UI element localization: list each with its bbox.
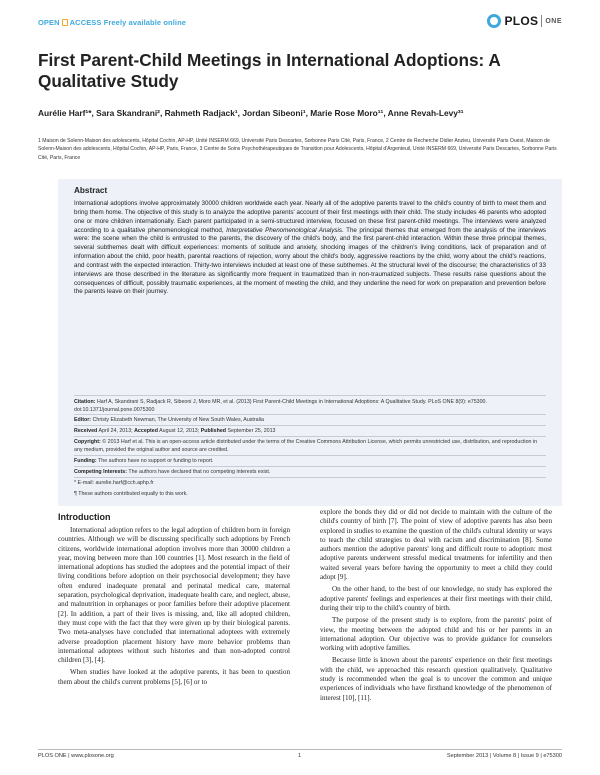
intro-paragraph: International adoption refers to the legal adoption of children born in foreign countries. Although we will be discussing specifically such adoptions by French citizens, worldwide international adoption involves more than 30000 children a year, moving between more than 100 countries [1]. Most research in the field of international adoptions has studied the adoptees and the potential impact of their living conditions before adoption on their psychosocial development; they have often endured inadequate prenatal and perinatal medical care, maternal separation, psychological deprivation, inadequate health care, and neglect, abuse, and malnutrition in orphanages or poor families before their adoptive placement [2]. In addition, a part of their lives is missing, and, like all adopted children, they must cope with the fact that they were given up by their biological parents. Two meta-analyses have concluded that international adoptees with extremely adverse preadoption placement history have more behavior problems than international adoptees without such histories and than non-adopted control children [3], [4].: [58, 526, 290, 665]
meta-divider: [74, 477, 546, 478]
page-number: 1: [298, 753, 302, 759]
published-date: September 25, 2013: [227, 428, 276, 434]
equal-contribution: ¶ These authors contributed equally to this work.: [74, 491, 188, 497]
paper-title: First Parent-Child Meetings in International Adoptions: A Qualitative Study: [38, 50, 501, 91]
logo-divider: [541, 15, 542, 27]
affiliations: 1 Maison de Solenn-Maison des adolescents, Hôpital Cochin, AP-HP, Unité INSERM 669, Université Paris Descartes, Sorbonne Paris Cité, Paris, France, 2 Centre de Recherche Didier Anzieu, Université Paris Ouest, Maison de Solenn-Maison des adolescents, Hôpital Cochin, AP-HP, Paris, France, 3 Centre de Soins Psychothérapeutiques de Transition pour Adolescents, Hôpital d'Argenteuil, Unité INSERM 669, Université Paris Descartes, Sorbonne Paris Cité, Paris, France: [38, 138, 557, 161]
meta-divider: [74, 425, 546, 426]
plos-one-logo: [487, 12, 562, 30]
abstract-text: [74, 200, 546, 297]
funding-text: The authors have no support or funding to report.: [98, 458, 214, 464]
meta-divider: [74, 455, 546, 456]
received-label: Received: [74, 428, 98, 434]
citation-text: Harf A, Skandrani S, Radjack R, Sibeoni J, Moro MR, et al. (2013) First Parent-Child Meetings in International Adoptions: A Qualitative Study. PLoS ONE 8(9): e75300. doi:10.1371/journal.pone.0075300: [74, 399, 487, 413]
copyright: [74, 438, 546, 454]
footer-journal: PLOS ONE | www.plosone.org: [38, 753, 114, 759]
editor-label: Editor:: [74, 417, 92, 423]
introduction-heading: Introduction: [58, 512, 111, 522]
copyright-label: Copyright:: [74, 439, 101, 445]
meta-divider: [74, 414, 546, 415]
intro-paragraph: When studies have looked at the adoptive parents, it has been to question them about the child's current problems [5], [6] or to: [58, 668, 290, 686]
journal-name: PLOS: [504, 14, 539, 28]
accepted-date: August 12, 2013;: [159, 428, 200, 434]
freely-available-label: Freely available online: [103, 18, 187, 27]
citation-label: Citation:: [74, 399, 96, 405]
open-lock-icon: [62, 19, 68, 26]
accepted-label: Accepted: [134, 428, 158, 434]
intro-paragraph: The purpose of the present study is to explore, from the parents' point of view, the meeting between the adopted child and his or her parents in an international adoption. Our objective was to provide guidance for counselors working with adoptive families.: [320, 616, 552, 653]
intro-left-column: [58, 526, 290, 690]
intro-paragraph: On the other hand, to the best of our knowledge, no study has explored the adoptive parents' feelings and experiences at their first meetings with their child, during their trip to the child's country of birth.: [320, 585, 552, 612]
plos-logo-icon: [487, 14, 501, 28]
competing-label: Competing Interests:: [74, 469, 127, 475]
funding-label: Funding:: [74, 458, 97, 464]
footer-divider: [38, 749, 562, 750]
open-access-badge: [38, 18, 186, 27]
meta-divider: [74, 436, 546, 437]
access-label: ACCESS: [69, 18, 102, 27]
meta-divider: [74, 395, 546, 396]
abstract-heading: Abstract: [74, 186, 108, 195]
open-access-label: OPEN: [38, 18, 60, 27]
intro-paragraph: Because little is known about the parents' experience on their first meetings with the child, we approached this research question qualitatively. Qualitative study is recommended when the goal is to uncover the common and unique experiences of individuals who have firsthand knowledge of the phenomenon of interest [10], [11].: [320, 656, 552, 702]
abstract-text-italic: Interpretative Phenomenological Analysis: [226, 226, 343, 234]
meta-divider: [74, 466, 546, 467]
author-list: Aurélie Harf¹*, Sara Skandrani², Rahmeth Radjack¹, Jordan Sibeoni¹, Marie Rose Moro¹¹, Anne Revah-Levy³¹: [38, 108, 464, 118]
competing-text: The authors have declared that no competing interests exist.: [128, 469, 271, 475]
editor-text: Christy Elizabeth Newman, The University of New South Wales, Australia: [92, 417, 264, 423]
published-label: Published: [200, 428, 226, 434]
abstract-text-part1: International adoptions involve approximately 30000 children worldwide each year. Nearly all of the adoptive parents travel to the child's country of birth to meet them and bring them home. The objective of this study is to analyze the adoptive parents' account of their first meetings with their child. The study includes 46 parents who adopted one or more children internationally. Each parent participated in a semi-structured interview, focused on these first parent-child meetings. The interviews were analyzed according to a qualitative phenomenological method,: [74, 200, 546, 234]
citation: [74, 398, 546, 414]
copyright-text: © 2013 Harf et al. This is an open-access article distributed under the terms of the Creative Commons Attribution License, which permits unrestricted use, distribution, and reproduction in any medium, provided the original author and source are credited.: [74, 439, 538, 453]
competing-interests: [74, 468, 546, 476]
editor: [74, 416, 546, 424]
funding: [74, 457, 546, 465]
email: * E-mail: aurelie.harf@cch.aphp.fr: [74, 480, 154, 486]
journal-sub: ONE: [545, 17, 562, 25]
journal-header: [38, 10, 562, 32]
received-date: April 24, 2013;: [98, 428, 133, 434]
intro-right-column: [320, 508, 552, 706]
intro-paragraph: explore the bonds they did or did not decide to maintain with the culture of the child's country of birth [7]. The point of view of adoptive parents has also been explored in studies to examine the question of the child's cultural identity or ways to teach the child strategies to deal with racism and discrimination [8]. Some authors mention the adoptive parents' long and difficult route to adoption: most adoptive parents underwent stressful medical treatments for infertility and then waited several years before having the opportunity to meet a child they could adopt [9].: [320, 508, 552, 582]
dates: [74, 427, 546, 435]
footer-issue: September 2013 | Volume 8 | Issue 9 | e75300: [446, 753, 562, 759]
abstract-text-part2: . The principal themes that emerged from the analysis of the interviews were: the scene when the child is entrusted to the parents, the discovery of the child's body, and the first parent-child interaction. Within these three principal themes, several subthemes dealt with difficult experiences: moments of solitude and anxiety, shocking images of the children's living conditions, lack of preparation and of information about the child, poor health, parental reactions of rejection, worry about the child's body, aggressive reactions by the child, worry about the child's reactions, and contrast with the expected interaction. Thirty-two interviews included at least one of these subthemes. At the structural level of the discourse; the characteristics of 33 interviews are those described in the literature as significantly more frequent in traumatized than in non-traumatized subjects. These results raise questions about the consequences of difficult, possibly traumatic experiences, at the moment of meeting the child, and they underline the need for work on preparation and prevention before the parents leave on their journey.: [74, 226, 546, 296]
